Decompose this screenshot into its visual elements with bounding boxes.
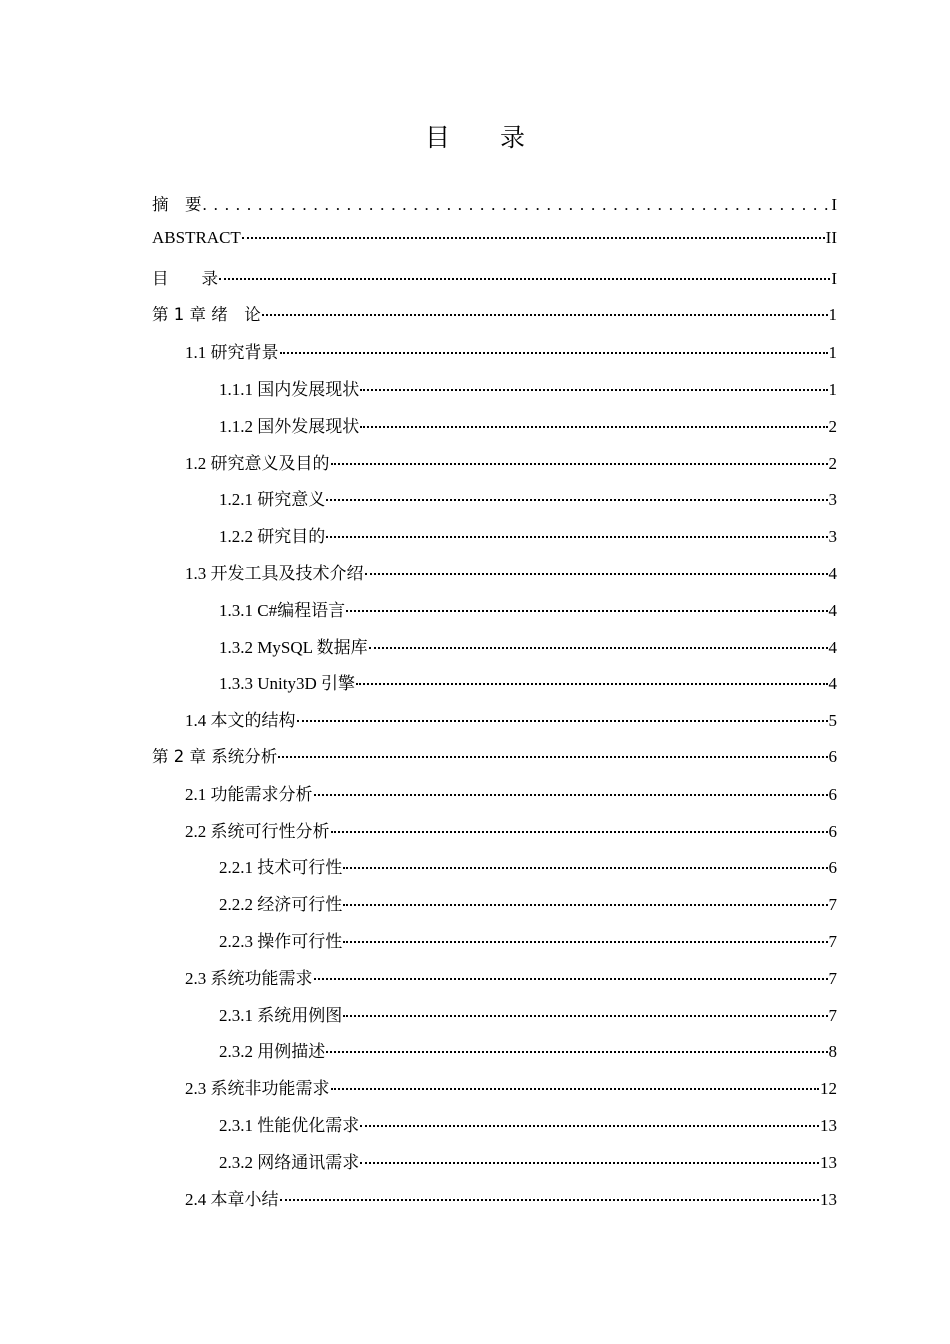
toc-entry-label: 2.3.1 性能优化需求 — [219, 1115, 360, 1135]
toc-leader-dots — [360, 389, 827, 391]
toc-entry-label: 2.3 系统非功能需求 — [185, 1079, 330, 1099]
toc-entry-page-number: 6 — [828, 746, 837, 766]
toc-entry[interactable] — [152, 449, 837, 486]
toc-leader-dots — [346, 610, 827, 612]
toc-entry-page-number: 2 — [828, 453, 837, 473]
toc-entry-page-number: 7 — [828, 931, 837, 951]
toc-entry-label: 目 录 — [152, 268, 218, 288]
toc-entry[interactable] — [152, 780, 837, 817]
toc-entry[interactable] — [152, 412, 837, 449]
toc-entry[interactable] — [152, 522, 837, 559]
toc-leader-dots — [343, 867, 827, 869]
toc-entry-page-number: I — [831, 268, 837, 288]
toc-entry[interactable] — [152, 265, 837, 302]
toc-entry-page-number: 6 — [828, 858, 837, 878]
toc-entry-page-number: 5 — [828, 711, 837, 731]
toc-entry-page-number: 6 — [828, 821, 837, 841]
toc-entry-label: 2.2.1 技术可行性 — [219, 858, 343, 878]
toc-entry-page-number: II — [825, 227, 837, 247]
toc-entry-label: 1.1.2 国外发展现状 — [219, 416, 360, 436]
toc-leader-dots — [369, 647, 828, 649]
toc-entry-page-number: I — [831, 195, 837, 214]
toc-leader-dots — [326, 536, 827, 538]
toc-entry-page-number: 4 — [828, 674, 837, 694]
toc-entry-page-number: 7 — [828, 1005, 837, 1025]
toc-leader-dots — [278, 756, 827, 758]
toc-entry-label: 1.3.2 MySQL 数据库 — [219, 637, 368, 657]
page-title-first: 目 — [424, 123, 450, 152]
table-of-contents — [152, 191, 837, 1221]
toc-entry[interactable] — [152, 191, 837, 228]
toc-leader-dots — [262, 314, 828, 316]
toc-entry[interactable] — [152, 669, 837, 706]
toc-leader-dots — [203, 195, 831, 215]
toc-leader-dots — [280, 352, 828, 354]
toc-leader-dots — [331, 1088, 820, 1090]
toc-entry[interactable] — [152, 228, 837, 265]
toc-leader-dots — [331, 463, 828, 465]
toc-entry-page-number: 1 — [828, 305, 837, 325]
toc-leader-dots — [356, 683, 828, 685]
toc-entry-page-number: 12 — [820, 1079, 837, 1099]
toc-leader-dots — [360, 1125, 819, 1127]
toc-leader-dots — [343, 1015, 827, 1017]
toc-entry-label: 1.2 研究意义及目的 — [185, 453, 330, 473]
toc-entry[interactable] — [152, 890, 837, 927]
toc-entry-label: 1.2.1 研究意义 — [219, 490, 326, 510]
toc-entry[interactable] — [152, 964, 837, 1001]
toc-leader-dots — [242, 237, 825, 239]
toc-entry-label: 2.3 系统功能需求 — [185, 968, 313, 988]
toc-entry-page-number: 8 — [828, 1042, 837, 1062]
toc-entry[interactable] — [152, 853, 837, 890]
toc-leader-dots — [331, 831, 828, 833]
toc-entry-label: 1.3.1 C#编程语言 — [219, 600, 346, 620]
toc-entry-label: 第 1 章 绪 论 — [152, 305, 261, 325]
toc-leader-dots — [280, 1199, 820, 1201]
toc-entry-label: 2.3.2 网络通讯需求 — [219, 1152, 360, 1172]
toc-entry[interactable] — [152, 927, 837, 964]
toc-entry[interactable] — [152, 596, 837, 633]
page-title — [0, 118, 950, 154]
toc-entry-label: 2.3.1 系统用例图 — [219, 1005, 343, 1025]
toc-entry[interactable] — [152, 375, 837, 412]
toc-entry-label: 2.2 系统可行性分析 — [185, 821, 330, 841]
toc-entry-page-number: 13 — [820, 1189, 837, 1209]
toc-leader-dots — [360, 1162, 819, 1164]
toc-entry-label: 1.2.2 研究目的 — [219, 527, 326, 547]
toc-entry-label: 1.1 研究背景 — [185, 343, 279, 363]
toc-entry[interactable] — [152, 743, 837, 780]
toc-entry-page-number: 6 — [828, 784, 837, 804]
toc-entry-page-number: 4 — [828, 600, 837, 620]
toc-leader-dots — [360, 426, 827, 428]
toc-entry-page-number: 13 — [820, 1152, 837, 1172]
toc-entry-page-number: 1 — [828, 343, 837, 363]
toc-entry[interactable] — [152, 1037, 837, 1074]
toc-entry-label: 摘 要 — [152, 195, 202, 214]
toc-entry-page-number: 3 — [828, 527, 837, 547]
toc-entry-page-number: 4 — [828, 637, 837, 657]
toc-entry-label: 第 2 章 系统分析 — [152, 746, 278, 766]
toc-leader-dots — [343, 904, 827, 906]
toc-entry[interactable] — [152, 301, 837, 338]
toc-entry[interactable] — [152, 1111, 837, 1148]
toc-leader-dots — [365, 573, 828, 575]
toc-entry-page-number: 7 — [828, 895, 837, 915]
toc-leader-dots — [297, 720, 828, 722]
toc-entry[interactable] — [152, 817, 837, 854]
toc-entry[interactable] — [152, 485, 837, 522]
toc-leader-dots — [314, 794, 828, 796]
toc-entry-label: 1.1.1 国内发展现状 — [219, 379, 360, 399]
toc-leader-dots — [314, 978, 828, 980]
toc-entry[interactable] — [152, 1001, 837, 1038]
toc-entry-label: 2.2.3 操作可行性 — [219, 931, 343, 951]
toc-entry-label: 1.3 开发工具及技术介绍 — [185, 563, 364, 583]
toc-entry-label: 2.3.2 用例描述 — [219, 1042, 326, 1062]
toc-leader-dots — [326, 499, 827, 501]
toc-entry-page-number: 3 — [828, 490, 837, 510]
toc-entry-label: 1.3.3 Unity3D 引擎 — [219, 674, 355, 694]
toc-leader-dots — [343, 941, 827, 943]
toc-entry[interactable] — [152, 559, 837, 596]
toc-entry-label: 2.4 本章小结 — [185, 1189, 279, 1209]
toc-entry[interactable] — [152, 1148, 837, 1185]
toc-entry-label: 2.1 功能需求分析 — [185, 784, 313, 804]
page-title-second: 录 — [500, 123, 526, 152]
toc-entry-label: 2.2.2 经济可行性 — [219, 895, 343, 915]
toc-entry-label: ABSTRACT — [152, 227, 241, 247]
toc-entry[interactable] — [152, 338, 837, 375]
toc-entry[interactable] — [152, 633, 837, 670]
toc-entry[interactable] — [152, 1074, 837, 1111]
toc-entry-page-number: 4 — [828, 563, 837, 583]
toc-entry-label: 1.4 本文的结构 — [185, 711, 296, 731]
toc-entry-page-number: 1 — [828, 379, 837, 399]
toc-entry-page-number: 7 — [828, 968, 837, 988]
toc-leader-dots — [219, 278, 830, 280]
toc-entry-page-number: 2 — [828, 416, 837, 436]
toc-entry-page-number: 13 — [820, 1115, 837, 1135]
toc-leader-dots — [326, 1051, 827, 1053]
toc-entry[interactable] — [152, 1185, 837, 1222]
toc-entry[interactable] — [152, 706, 837, 743]
